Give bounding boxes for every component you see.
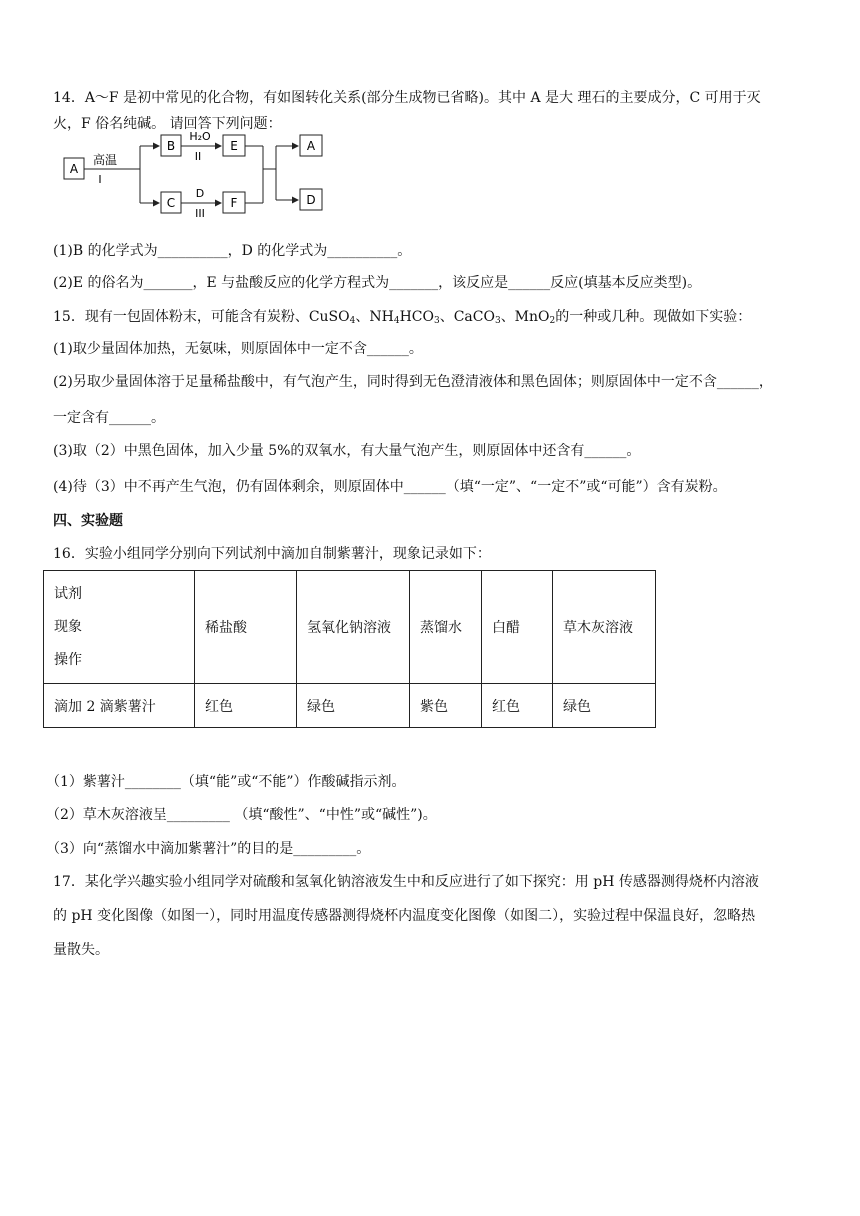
table-header-row [44,571,656,684]
header-corner-reagent: 试剂 [54,585,82,602]
node-f-label: F [230,196,238,210]
nh4-subscript: 4 [393,316,400,326]
table-cell: 紫色 [410,684,482,728]
header-corner-cell [44,571,195,684]
q15-sub2-line2: 一定含有______。 [53,410,165,426]
node-c-label: C [166,196,176,210]
q15-stem-part-c: HCO [399,309,434,325]
q16-observation-table [43,570,656,728]
q14-conversion-diagram [60,120,360,225]
step3-reagent: D [195,187,205,200]
q15-sub3: (3)取（2）中黑色固体，加入少量 5%的双氧水，有大量气泡产生，则原固体中还含有______。 [53,443,641,459]
q15-stem-part-d: 、CaCO [439,309,495,325]
table-cell: 绿色 [297,684,410,728]
q15-sub1: (1)取少量固体加热，无氨味，则原固体中一定不含______。 [53,341,423,357]
q16-sub3: （3）向“蒸馏水中滴加紫薯汁”的目的是_________。 [46,841,371,857]
conversion-diagram-svg [60,120,360,225]
q14-stem-line2: 火，F 俗名纯碱。 请回答下列问题： [53,116,282,132]
node-d-label: D [306,193,316,207]
node-a2-label: A [306,139,316,153]
step2-reagent: H₂O [189,130,211,143]
step1-condition: 高温 [92,153,118,167]
q15-stem-part-e: 、MnO [500,309,550,325]
node-a-label: A [69,162,79,176]
q15-sub4: (4)待（3）中不再产生气泡，仍有固体剩余，则原固体中______（填“一定”、“一定不”或“可能”）含有炭粉。 [53,479,727,495]
table-cell: 红色 [195,684,297,728]
q15-stem [53,307,751,327]
q14-stem-line1: 14．A～F 是初中常见的化合物，有如图转化关系(部分生成物已省略)。其中 A 是大 理石的主要成分，C 可用于灭 [53,90,761,106]
caco3-subscript: 3 [494,316,501,326]
q15-stem-part-a: 15．现有一包固体粉末，可能含有炭粉、CuSO [53,309,350,325]
step2-roman: II [194,150,202,163]
row-label: 滴加 2 滴紫薯汁 [44,684,195,728]
header-corner-phenomenon: 现象 [54,618,82,635]
table-cell: 红色 [482,684,553,728]
q17-stem-line3: 量散失。 [53,942,109,958]
q15-sub2-line1: (2)另取少量固体溶于足量稀盐酸中，有气泡产生，同时得到无色澄清液体和黑色固体；则原固体中一定不含______， [53,374,773,390]
node-e-label: E [230,139,238,153]
table-row [44,684,656,728]
q16-sub2: （2）草木灰溶液呈_________ （填“酸性”、“中性”或“碱性”)。 [46,807,437,823]
cuso4-subscript: 4 [349,316,356,326]
column-header: 草木灰溶液 [553,571,656,684]
q17-stem-line1: 17．某化学兴趣实验小组同学对硫酸和氢氧化钠溶液发生中和反应进行了如下探究：用 pH 传感器测得烧杯内溶液 [53,874,759,890]
column-header: 氢氧化钠溶液 [297,571,410,684]
node-b-label: B [166,139,176,153]
step1-roman: I [98,173,102,186]
column-header: 白醋 [482,571,553,684]
column-header: 稀盐酸 [195,571,297,684]
q15-stem-part-b: 、NH [355,309,394,325]
section-heading-experiments: 四、实验题 [53,513,123,529]
q15-stem-part-f: 的一种或几种。现做如下实验： [555,309,752,325]
mno2-subscript: 2 [549,316,556,326]
table-cell: 绿色 [553,684,656,728]
hco3-subscript: 3 [433,316,440,326]
q14-sub1: (1)B 的化学式为__________，D 的化学式为__________。 [53,243,412,259]
header-corner-operation: 操作 [54,651,82,668]
step3-roman: III [195,207,205,220]
q17-stem-line2: 的 pH 变化图像（如图一），同时用温度传感器测得烧杯内温度变化图像（如图二），实验过程中保温良好，忽略热 [53,908,756,924]
q14-sub2: (2)E 的俗名为_______，E 与盐酸反应的化学方程式为_______，该反应是______反应(填基本反应类型)。 [53,275,702,291]
column-header: 蒸馏水 [410,571,482,684]
q16-stem: 16．实验小组同学分别向下列试剂中滴加自制紫薯汁，现象记录如下： [53,546,491,562]
q16-sub1: （1）紫薯汁________（填“能”或“不能”）作酸碱指示剂。 [46,774,406,790]
